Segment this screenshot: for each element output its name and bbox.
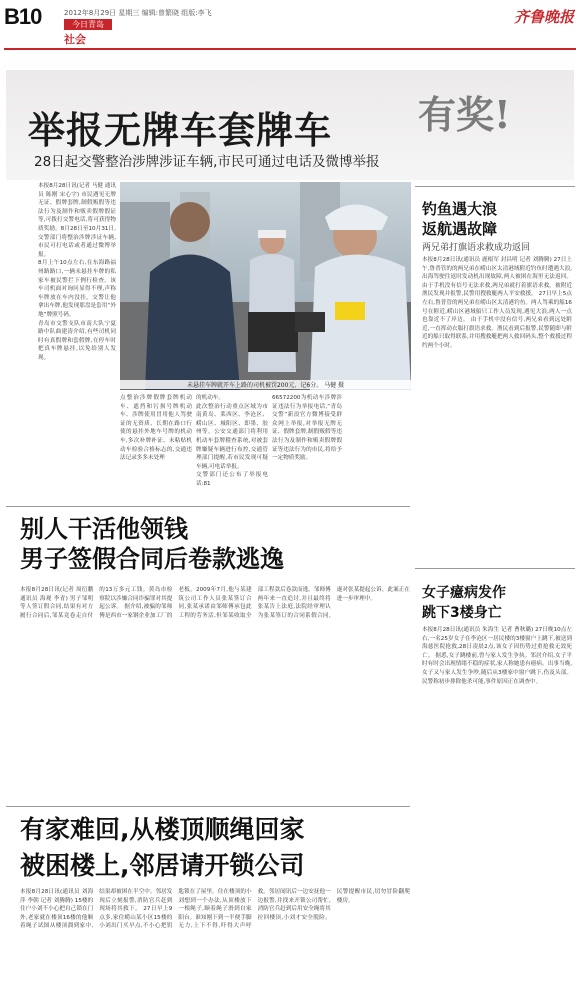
traffic-police-photo [120, 182, 411, 390]
story2-rule [6, 506, 410, 507]
story3-rule [6, 806, 410, 807]
lead-subheadline: 28日起交警整治涉牌涉证车辆,市民可通过电话及微博举报 [34, 154, 380, 170]
lead-body-col5: 66572200为机动车涉牌涉证违法行为举报电话,“青岛交警”新浪官方微博接受群众网上举报,对举报无牌无证、假牌套牌,制假贩假等违法行为及制作和贩卖假牌假证等违法行为的市民,将给予一定物质奖励。 [272, 395, 342, 462]
section-name: 社会 [64, 33, 86, 46]
lead-body-col3: 点整治涉牌假牌套牌机动车、遮挡和污损号牌机动车、涉牌使用冒用他人驾驶证的无资质、长期在路口行使的悬挂外地车号牌的机动车,多次补牌补证、未粘贴机动车检验合格标志的,交通违法记录多多未处理 [120, 395, 192, 462]
side1-title-line2: 返航遇故障 [422, 220, 498, 238]
lead-headline: 举报无牌车套牌车 [28, 109, 332, 152]
page-number: B10 [4, 4, 42, 29]
lead-headline-reward: 有奖! [418, 92, 511, 137]
lead-photo [120, 182, 411, 390]
side1-title-line1: 钓鱼遇大浪 [422, 200, 498, 218]
newspaper-logo: 齐鲁晚报 [513, 8, 574, 26]
section-tag: 今日青岛 [64, 19, 112, 30]
side2-body: 本报8月28日讯(通讯员 朱海生 记者 曹秋璐) 27日晚10点左右,一名25岁女子在李沧区一居民楼的3楼窗户上跳下,被送到海慈医院抢救,28日凌晨2点,该女子因伤势过重抢救无效死亡。 据悉,女子跳楼前,曾与家人发生争执。邻居介绍,女子平时有时会出现情绪不稳的症状,家人称她患有癔病。出事当晚,女子又与家人发生争吵,随后从3楼家中窗户跳下,伤及头部。民警称初步排除他杀可能,事件原因正在调查中。 [422, 627, 572, 685]
lead-body-col4: 的机动车。 此次整治行动重点区域为市南黄岛、莱西区、李沧区、崂山区、城阳区、即墨、胶州等。公安交通部门将利用机动车套牌稽查系统,对被套牌嫌疑车辆进行布控,交通管理部门提醒,若市民发现可疑车辆,可电话举报。 交警部门还公布了举报电话:81 [196, 395, 268, 487]
story3-body: 本报8月28日讯(通讯员 刘海萍 李朝 记者 刘腾腾) 15楼的住户小刘不小心把自己锁在门外,老家就在楼顶16楼的他顺着绳子试图从楼顶溜到家中,结果却被困在半空中。邻居发现后立刻报警,消防官兵赶到现场将其救下。 27日早上9点多,家住崂山某小区15楼的小刘出门买早点,不小心把钥匙锁在了屋里。住在楼顶的小刘想到一个办法,从顶楼放下一根绳子,顺着绳子滑到自家阳台。谁知刚下到一半便手脚无力,上下不得,吓得大声呼救。邻居闻讯后一边安抚他一边报警,并找来开锁公司帮忙,消防官兵赶到后用安全绳将其拉回楼顶,小刘才安全脱险。民警提醒市民,切勿冒险翻爬楼房。 [20, 889, 410, 930]
story2-body: 本报8月28日讯(记者 周衍鹏 通讯员 海观 李青) 男子邹明等人签订假合同,结果有对方履行合同后,邹某竟卷走自付的13万多元工钱。黄岛市检察院以涉嫌合同诈骗罪对其提起公诉。 据介绍,被骗的邹师傅是西市一家钢企业加工厂的老板。2009年7月,他与某建筑公司工作人员张某签订合同,张某承诺由邹师傅承包此工程的劳务活,但邹某收取全部工程款后卷款而逃。邹师傅两年来一直追讨,并且最终将张某告上法庭,法院经审理认为张某签订的合同系假合同,遂对张某提起公诉。此案正在进一步审理中。 [20, 587, 410, 619]
side1-body: 本报8月28日讯(通讯员 鹿根军 封昌明 记者 刘腾腾) 27日上午,鲁普管的的两兄弟在崂山区太清港域附近钓鱼时遭遇大浪,出海驾驶往返时发动机出现故障,两人被困在海里无法返回。由于手机没有信号无法求救,两兄弟就打着旗语求救。被附近渔民发现并报警,民警用搜救艇两人平安救援。 27日早上5点左右,鲁普管的两兄弟在崂山区太清港钓鱼。两人驾乘的船16号在附近,崂山区港域船只工作人员发现,遇见大浪,两人一点也靠近不了岸边。 由于手机中没有信号,两兄弟看到远处附近,一直挥动衣服打旗语求救。渔民看到后报警,民警随即与附近的船只取得联系,并用搜救艇把两人救回码头,整个救援过程约两个小时。 [422, 257, 572, 349]
lead-body-col1: 本报8月28日讯(记者 马健 通讯员 陈刚 宋心宇) 市民遇见无牌无证、假牌套牌,制假贩假等违法行为及制作和贩卖假牌假证等,可拨打交警电话,将可获得物质奖励。8月28日至10月31日,交警部门将整治涉牌涉证车辆,市民可打电话或者通过微博举报。 8月上午10点左右,在东海路福州路路口,一辆未悬挂车牌的私家车被民警拦下例行检查。该车司机面对询问显得不理,声称车牌放在车内没挂。交警让他拿出车牌,他发现那盘是套用“外地”牌照号码。 青岛市交警支队市南大队宁夏路中队曲建涛介绍,有些司机同时有真假牌和套假牌,在停车时把真车牌悬挂,以免给别人发现。 [38, 183, 116, 361]
story3-headline-line2: 被困楼上,邻居请开锁公司 [20, 851, 305, 880]
story2-headline-line2: 男子签假合同后卷款逃逸 [20, 545, 284, 573]
side1-subtitle: 两兄弟打旗语求救成功返回 [422, 243, 531, 253]
header-rule [4, 48, 576, 50]
side2-title-line1: 女子癔病发作 [422, 585, 506, 601]
sidebar-rule-mid [415, 568, 575, 569]
side2-title-line2: 跳下3楼身亡 [422, 605, 502, 621]
story3-headline-line1: 有家难回,从楼顶顺绳回家 [20, 815, 305, 844]
issue-meta: 2012年8月29日 星期三 编辑:曾繁晓 组版:李飞 [64, 9, 212, 17]
photo-caption: 未悬挂车牌就开车上路的司机被罚200元、记6分。 马健 摄 [120, 380, 411, 389]
story2-headline-line1: 别人干活他领钱 [20, 515, 188, 543]
sidebar-rule-top [415, 186, 575, 187]
